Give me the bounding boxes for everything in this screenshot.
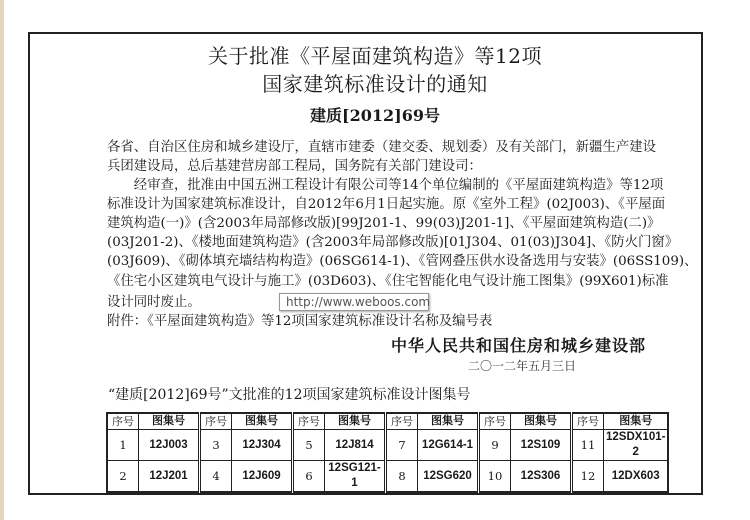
body-line: (03J609)、《砌体填充墙结构构造》(06SG614-1)、《管网叠压供水设备选用与安装》(06SS109)、 [107,254,698,269]
header-seq: 序号 [479,413,511,430]
serial-number-cell: 11 [572,430,604,461]
body-line: 经审查，批准由中国五洲工程设计有限公司等14个单位编制的《平屋面建筑构造》等12项 [107,178,664,193]
issuer-signature: 中华人民共和国住房和城乡建设部 [390,336,646,355]
serial-number-cell: 2 [107,461,139,493]
attachment-line: 附件：《平屋面建筑构造》等12项国家建筑标准设计名称及编号表 [107,314,493,329]
header-seq: 序号 [386,413,418,430]
header-seq: 序号 [200,413,232,430]
header-code: 图集号 [511,413,572,430]
serial-number-cell: 8 [386,461,418,493]
atlas-number-cell: 12J814 [325,430,386,461]
serial-number-cell: 9 [479,430,511,461]
header-code: 图集号 [325,413,386,430]
header-seq: 序号 [572,413,604,430]
atlas-number-table [106,412,669,493]
header-code: 图集号 [232,413,293,430]
body-line: 《住宅小区建筑电气设计与施工》(03D603)、《住宅智能化电气设计施工图集》(99X601)标准 [107,274,669,289]
serial-number-cell: 4 [200,461,232,493]
atlas-number-cell: 12J609 [232,461,293,493]
body-line: 建筑构造(一)》(含2003年局部修改版)[99J201-1、99(03)J201-1]、《平屋面建筑构造(二)》 [107,216,661,231]
serial-number-cell: 1 [107,430,139,461]
serial-number-cell: 6 [293,461,325,493]
url-tooltip: http://www.weboos.com [279,293,429,311]
table-title: “建质[2012]69号”文批准的12项国家建筑标准设计图集号 [108,387,471,403]
atlas-number-cell: 12SG121-1 [325,461,386,493]
header-seq: 序号 [293,413,325,430]
atlas-number-cell: 12SG620 [418,461,479,493]
serial-number-cell: 10 [479,461,511,493]
table-header-row [107,413,668,430]
table-row [107,430,668,461]
header-seq: 序号 [107,413,139,430]
body-line: 兵团建设局，总后基建营房部工程局，国务院有关部门建设司： [107,159,482,174]
document-number: 建质[2012]69号 [310,106,440,125]
header-code: 图集号 [604,413,669,430]
atlas-number-cell: 12SDX101-2 [604,430,669,461]
serial-number-cell: 12 [572,461,604,493]
atlas-number-cell: 12G614-1 [418,430,479,461]
body-line: 各省、自治区住房和城乡建设厅，直辖市建委（建交委、规划委）及有关部门，新疆生产建设 [107,140,657,155]
atlas-number-cell: 12DX603 [604,461,669,493]
table-row [107,461,668,493]
header-code: 图集号 [418,413,479,430]
serial-number-cell: 3 [200,430,232,461]
body-line: (03J201-2)、《楼地面建筑构造》(含2003年局部修改版)[01J304、01(03)J304]、《防火门窗》 [107,235,679,250]
notice-title-line-1: 关于批准《平屋面建筑构造》等12项 [208,44,542,68]
atlas-number-cell: 12J201 [139,461,200,493]
serial-number-cell: 7 [386,430,418,461]
header-code: 图集号 [139,413,200,430]
serial-number-cell: 5 [293,430,325,461]
body-line: 标准设计为国家建筑标准设计，自2012年6月1日起实施。原《室外工程》(02J003)、《平屋面 [107,197,666,212]
atlas-number-cell: 12J003 [139,430,200,461]
notice-title-line-2: 国家建筑标准设计的通知 [262,72,488,96]
atlas-number-cell: 12J304 [232,430,293,461]
issue-date: 二〇一二年五月三日 [468,359,577,373]
body-line: 设计同时废止。 [107,295,201,310]
atlas-number-cell: 12S109 [511,430,572,461]
atlas-number-cell: 12S306 [511,461,572,493]
